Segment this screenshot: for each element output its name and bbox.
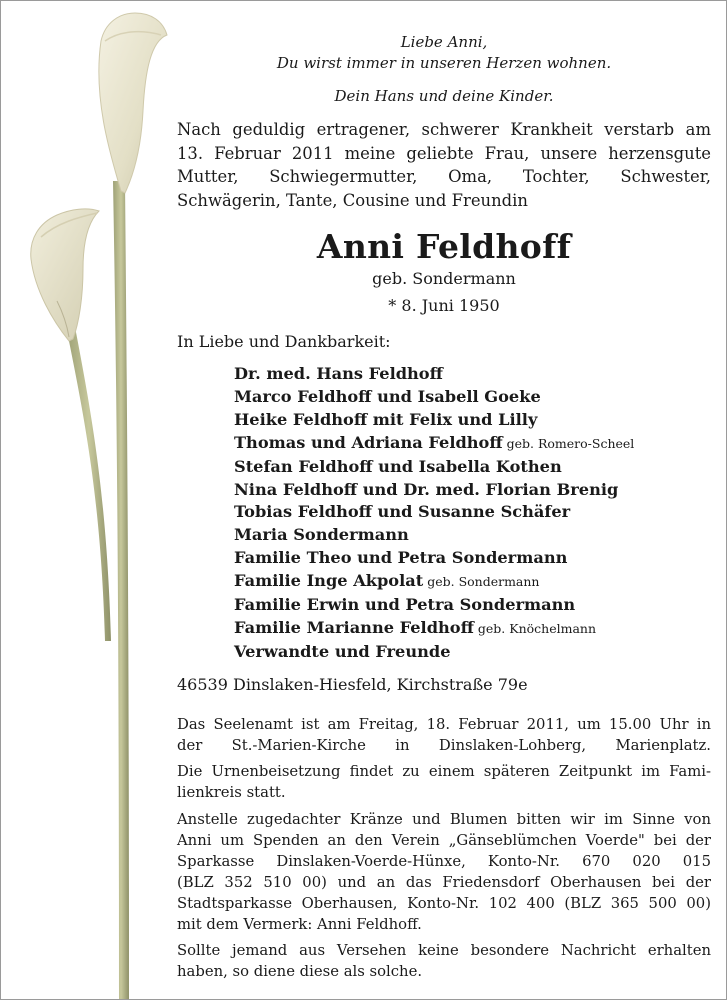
calla-lily-illustration (1, 1, 171, 999)
mourner-name: Familie Marianne Feldhoff (234, 617, 474, 637)
requiem-notice (177, 714, 711, 756)
mourner-name: Maria Sondermann (234, 525, 409, 545)
main-stem (113, 181, 129, 999)
mourner-entry (234, 409, 634, 432)
mourner-name: Nina Feldhoff und Dr. med. Florian Brenig (234, 479, 619, 499)
motto-salutation: Liebe Anni, (400, 33, 488, 51)
mourner-name: Heike Feldhoff mit Felix und Lilly (234, 409, 538, 429)
mourner-name: Marco Feldhoff und Isabell Goeke (234, 386, 541, 406)
notice-line: der St.-Marien-Kirche in Dinslaken-Lohberg, Marienplatz. (177, 737, 711, 754)
family-address: 46539 Dinslaken-Hiesfeld, Kirchstraße 79e (177, 675, 528, 694)
donation-notice (177, 809, 711, 935)
death-announcement (177, 118, 711, 212)
mourner-entry (234, 479, 634, 502)
mourner-note: geb. Sondermann (427, 574, 540, 590)
notice-line: lienkreis statt. (177, 784, 286, 801)
mourner-name: Verwandte und Freunde (234, 641, 451, 661)
mourner-entry (234, 501, 634, 524)
notice-line: Anstelle zugedachter Kränze und Blumen bitten wir im Sinne von (177, 811, 711, 828)
mourner-entry (234, 363, 634, 386)
mourner-name: Familie Inge Akpolat (234, 571, 424, 591)
notice-line: (BLZ 352 510 00) und an das Friedensdorf Oberhausen bei der (177, 874, 711, 891)
mourner-entry (234, 617, 634, 641)
notice-line: Das Seelenamt ist am Freitag, 18. Februar 2011, um 15.00 Uhr in (177, 716, 711, 733)
top-calla-flower (99, 13, 167, 193)
announcement-line: Schwägerin, Tante, Cousine und Freundin (177, 190, 528, 210)
mourner-name: Dr. med. Hans Feldhoff (234, 364, 443, 383)
gratitude-heading: In Liebe und Dankbarkeit: (177, 332, 391, 351)
announcement-line: 13. Februar 2011 meine geliebte Frau, unsere herzensgute (177, 143, 711, 163)
mourner-note: geb. Knöchelmann (477, 620, 597, 636)
mourner-entry (234, 456, 634, 479)
maiden-name: geb. Sondermann (372, 269, 516, 288)
mourner-entry (234, 594, 634, 617)
mourner-entry (234, 641, 634, 664)
deceased-name: Anni Feldhoff (316, 227, 572, 266)
mourner-name: Tobias Feldhoff und Susanne Schäfer (234, 502, 571, 522)
notice-line: Stadtsparkasse Oberhausen, Konto-Nr. 102 400 (BLZ 365 500 00) (177, 895, 711, 912)
mourners-list (234, 363, 634, 664)
mourner-entry (234, 570, 634, 594)
notice-line: Sollte jemand aus Versehen keine besondere Nachricht erhalten (177, 942, 711, 959)
mourner-note: geb. Romero-Scheel (506, 435, 635, 451)
notice-line: Anni um Spenden an den Verein „Gänseblümchen Voerde" bei der (177, 832, 711, 849)
mourner-entry (234, 386, 634, 409)
mourner-name: Familie Erwin und Petra Sondermann (234, 595, 576, 615)
mourner-entry (234, 432, 634, 456)
motto-verse: Du wirst immer in unseren Herzen wohnen. (276, 54, 612, 72)
notice-line: haben, so diene diese als solche. (177, 963, 423, 980)
mourner-name: Thomas und Adriana Feldhoff (234, 432, 503, 452)
motto-signature: Dein Hans und deine Kinder. (334, 87, 554, 105)
announcement-line: Nach geduldig ertragener, schwerer Krankheit verstarb am (177, 120, 711, 139)
burial-notice (177, 761, 711, 803)
notice-line: Die Urnenbeisetzung findet zu einem späteren Zeitpunkt im Fami- (177, 763, 711, 780)
closing-notice (177, 940, 711, 982)
birth-date: * 8. Juni 1950 (388, 296, 500, 315)
notice-line: Sparkasse Dinslaken-Voerde-Hünxe, Konto-Nr. 670 020 015 (177, 853, 711, 870)
mourner-name: Familie Theo und Petra Sondermann (234, 548, 568, 568)
mourner-entry (234, 547, 634, 570)
announcement-line: Mutter, Schwiegermutter, Oma, Tochter, Schwester, (177, 167, 711, 186)
secondary-stem (67, 327, 111, 641)
notice-line: mit dem Vermerk: Anni Feldhoff. (177, 916, 422, 933)
mourner-name: Stefan Feldhoff und Isabella Kothen (234, 456, 562, 476)
mourner-entry (234, 524, 634, 547)
